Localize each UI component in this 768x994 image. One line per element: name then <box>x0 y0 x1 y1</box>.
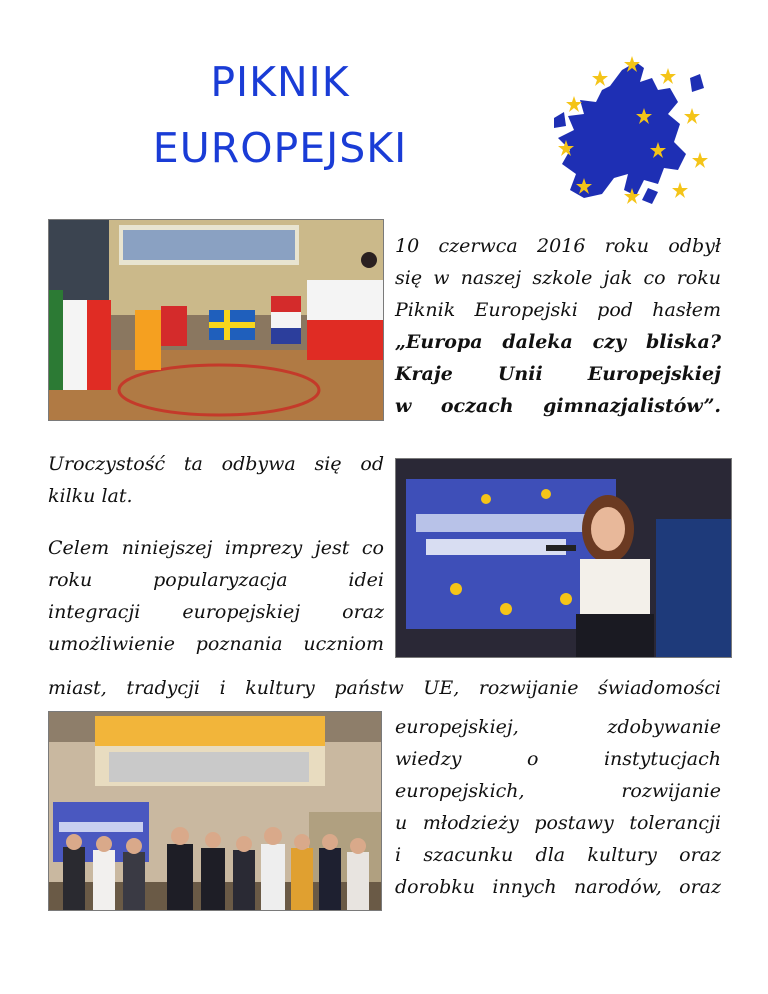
goal-line-11: dorobku innych narodów, oraz <box>395 876 721 898</box>
goal-line-10: i szacunku dla kultury oraz <box>395 844 721 866</box>
goal-line-4: umożliwienie poznania uczniom <box>48 633 384 655</box>
intro-line-6: w oczach gimnazjalistów”. <box>395 395 721 417</box>
paragraph-goal-continued <box>395 711 721 903</box>
photo-students-with-flags <box>48 219 384 421</box>
paragraph-goal <box>48 532 384 660</box>
goal-line-1: Celem niniejszej imprezy jest co <box>48 537 384 559</box>
ceremony-line-1: Uroczystość ta odbywa się od <box>48 453 384 475</box>
photo-group-on-stage <box>48 711 382 911</box>
intro-paragraph <box>395 230 721 422</box>
goal-line-5: miast, tradycji i kultury państw UE, rozwijanie świadomości <box>48 677 721 699</box>
title-line-1: PIKNIK <box>210 58 350 106</box>
goal-line-8: europejskich, rozwijanie <box>395 780 721 802</box>
goal-line-2: roku popularyzacja idei <box>48 569 384 591</box>
goal-line-7: wiedzy o instytucjach <box>395 748 721 770</box>
intro-line-1: 10 czerwca 2016 roku odbył <box>395 235 721 257</box>
goal-line-6: europejskiej, zdobywanie <box>395 716 721 738</box>
goal-line-9: u młodzieży postawy tolerancji <box>395 812 721 834</box>
page-title <box>70 58 490 172</box>
ceremony-line-2: kilku lat. <box>48 485 133 507</box>
intro-line-2: się w naszej szkole jak co roku <box>395 267 721 289</box>
intro-line-3: Piknik Europejski pod hasłem <box>395 299 721 321</box>
photo-girl-singing <box>395 458 732 658</box>
paragraph-ceremony <box>48 448 384 512</box>
goal-line-3: integracji europejskiej oraz <box>48 601 384 623</box>
intro-line-4: „Europa daleka czy bliska? <box>395 331 721 353</box>
eu-map-with-stars-icon <box>540 48 725 208</box>
intro-line-5: Kraje Unii Europejskiej <box>395 363 721 385</box>
title-line-2: EUROPEJSKI <box>152 124 408 172</box>
